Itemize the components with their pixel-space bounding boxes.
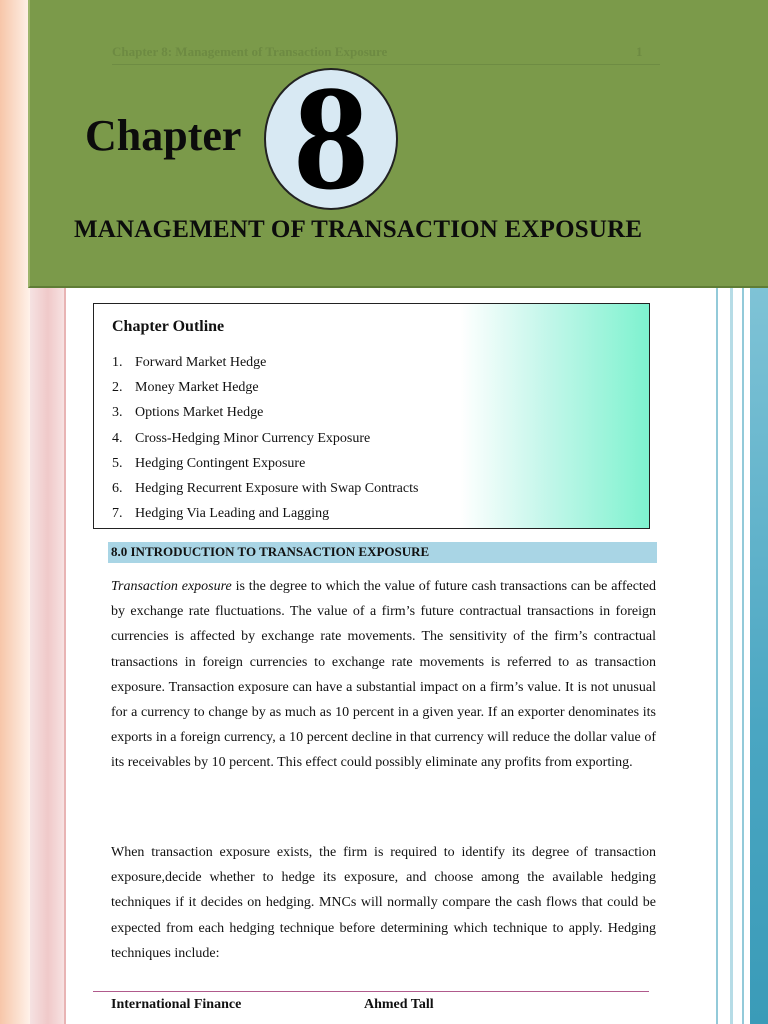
outline-item-number: 4. xyxy=(112,430,123,446)
outline-item-number: 6. xyxy=(112,480,123,496)
footer-book-title: International Finance xyxy=(111,997,242,1012)
outline-item-number: 2. xyxy=(112,380,123,396)
page-number: 1 xyxy=(636,44,643,59)
paragraph-text: is the degree to which the value of future cash transactions can be affected by exchange rate fluctuations. The value of a firm’s future contractual transactions in foreign currencies is affected by exchange rate movements. The sensitivity of the firm’s contractual transactions in foreign currencies to exchange rate movements is referred to as transaction exposure. Transaction exposure can have a substantial impact on a firm’s value. It is not unusual for a currency to change by as much as 10 percent in a given year. If an exporter denominates its exports in a foreign currency, a 10 percent decline in that currency will reduce the dollar value of its receivables by 10 percent. This effect could possibly eliminate any profits from exporting. xyxy=(111,579,657,771)
outline-item xyxy=(112,353,418,378)
running-head: Chapter 8: Management of Transaction Exposure xyxy=(112,44,388,59)
chapter-header xyxy=(28,0,768,288)
header-rule xyxy=(112,64,660,65)
chapter-number-badge xyxy=(264,68,398,210)
outline-item-number: 5. xyxy=(112,455,123,471)
right-decorative-rule xyxy=(742,288,744,1024)
outline-item-number: 1. xyxy=(112,355,123,370)
right-decorative-band xyxy=(750,288,768,1024)
outline-title: Chapter Outline xyxy=(112,318,225,335)
outline-item-text: Forward Market Hedge xyxy=(135,355,267,370)
outline-item xyxy=(112,504,418,529)
left-decorative-band-lower xyxy=(30,288,66,1024)
outline-item xyxy=(112,403,418,428)
section-heading: 8.0 INTRODUCTION TO TRANSACTION EXPOSURE xyxy=(108,542,657,563)
body-paragraph: When transaction exposure exists, the firm is required to identify its degree of transaction exposure,decide whether to hedge its exposure, and choose among the available hedging techniques if it decides on hedging. MNCs will normally compare the cash flows that could be expected from each hedging technique before determining which technique to apply. Hedging techniques include: xyxy=(111,845,656,961)
left-decorative-rule xyxy=(64,288,66,1024)
chapter-label: Chapter xyxy=(85,111,242,160)
chapter-outline-box xyxy=(93,303,650,529)
footer-rule xyxy=(93,991,649,992)
outline-item-text: Hedging Via Leading and Lagging xyxy=(135,506,330,522)
outline-item xyxy=(112,378,418,403)
outline-item-number: 3. xyxy=(112,405,123,421)
outline-item xyxy=(112,429,418,454)
footer-author: Ahmed Tall xyxy=(364,997,434,1012)
outline-list xyxy=(112,353,418,529)
outline-item-text: Hedging Recurrent Exposure with Swap Contracts xyxy=(135,480,419,496)
outline-item-text: Cross-Hedging Minor Currency Exposure xyxy=(135,430,371,446)
chapter-number: 8 xyxy=(293,68,369,210)
outline-item-text: Options Market Hedge xyxy=(135,405,264,421)
left-decorative-band xyxy=(0,0,30,1024)
outline-item xyxy=(112,479,418,504)
defined-term: Transaction exposure xyxy=(111,579,232,594)
outline-item-number: 7. xyxy=(112,506,123,522)
outline-item-text: Hedging Contingent Exposure xyxy=(135,455,306,471)
outline-item-text: Money Market Hedge xyxy=(135,380,259,396)
right-decorative-rule xyxy=(730,288,733,1024)
body-paragraph xyxy=(111,574,656,776)
chapter-title: MANAGEMENT OF TRANSACTION EXPOSURE xyxy=(74,216,643,243)
right-decorative-rule xyxy=(716,288,718,1024)
outline-item xyxy=(112,454,418,479)
